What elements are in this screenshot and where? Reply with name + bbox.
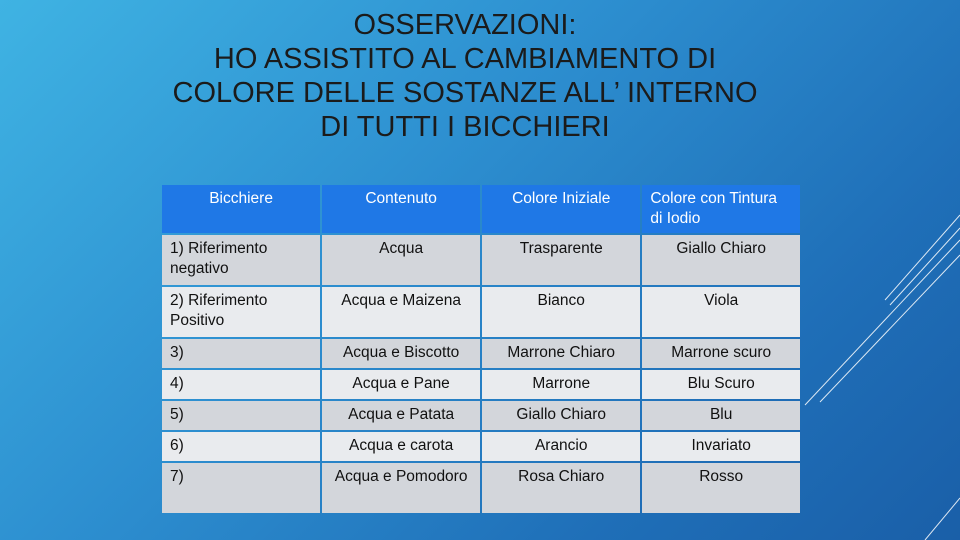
cell-contenuto: Acqua bbox=[322, 235, 480, 285]
slide-title bbox=[100, 8, 830, 144]
header-contenuto: Contenuto bbox=[322, 185, 480, 233]
cell-colore-iniziale: Marrone bbox=[482, 370, 640, 399]
table-row bbox=[162, 339, 800, 368]
cell-colore-iodio: Marrone scuro bbox=[642, 339, 800, 368]
cell-bicchiere: 5) bbox=[162, 401, 320, 430]
cell-contenuto: Acqua e Biscotto bbox=[322, 339, 480, 368]
cell-bicchiere: 1) Riferimento negativo bbox=[162, 235, 320, 285]
cell-contenuto: Acqua e Pomodoro bbox=[322, 463, 480, 513]
cell-bicchiere: 6) bbox=[162, 432, 320, 461]
cell-colore-iodio: Invariato bbox=[642, 432, 800, 461]
header-bicchiere: Bicchiere bbox=[162, 185, 320, 233]
table-row bbox=[162, 235, 800, 285]
cell-colore-iniziale: Rosa Chiaro bbox=[482, 463, 640, 513]
cell-colore-iodio: Viola bbox=[642, 287, 800, 337]
table-row bbox=[162, 463, 800, 513]
title-line-1: OSSERVAZIONI: bbox=[353, 9, 577, 41]
title-line-4: DI TUTTI I BICCHIERI bbox=[320, 111, 610, 143]
cell-colore-iodio: Rosso bbox=[642, 463, 800, 513]
table-row bbox=[162, 287, 800, 337]
cell-colore-iodio: Blu Scuro bbox=[642, 370, 800, 399]
observations-table bbox=[160, 183, 802, 515]
cell-contenuto: Acqua e carota bbox=[322, 432, 480, 461]
table-row bbox=[162, 401, 800, 430]
cell-colore-iniziale: Marrone Chiaro bbox=[482, 339, 640, 368]
header-colore-iniziale: Colore Iniziale bbox=[482, 185, 640, 233]
title-line-3: COLORE DELLE SOSTANZE ALL’ INTERNO bbox=[172, 77, 758, 109]
cell-bicchiere: 7) bbox=[162, 463, 320, 513]
cell-contenuto: Acqua e Pane bbox=[322, 370, 480, 399]
cell-colore-iniziale: Arancio bbox=[482, 432, 640, 461]
cell-bicchiere: 4) bbox=[162, 370, 320, 399]
cell-bicchiere: 2) Riferimento Positivo bbox=[162, 287, 320, 337]
table-header-row bbox=[162, 185, 800, 233]
cell-colore-iniziale: Giallo Chiaro bbox=[482, 401, 640, 430]
cell-colore-iniziale: Bianco bbox=[482, 287, 640, 337]
header-colore-iodio: Colore con Tintura di Iodio bbox=[642, 185, 800, 233]
cell-colore-iodio: Giallo Chiaro bbox=[642, 235, 800, 285]
cell-bicchiere: 3) bbox=[162, 339, 320, 368]
cell-colore-iniziale: Trasparente bbox=[482, 235, 640, 285]
title-line-2: HO ASSISTITO AL CAMBIAMENTO DI bbox=[213, 43, 717, 75]
table-row bbox=[162, 370, 800, 399]
table-row bbox=[162, 432, 800, 461]
cell-colore-iodio: Blu bbox=[642, 401, 800, 430]
cell-contenuto: Acqua e Maizena bbox=[322, 287, 480, 337]
cell-contenuto: Acqua e Patata bbox=[322, 401, 480, 430]
